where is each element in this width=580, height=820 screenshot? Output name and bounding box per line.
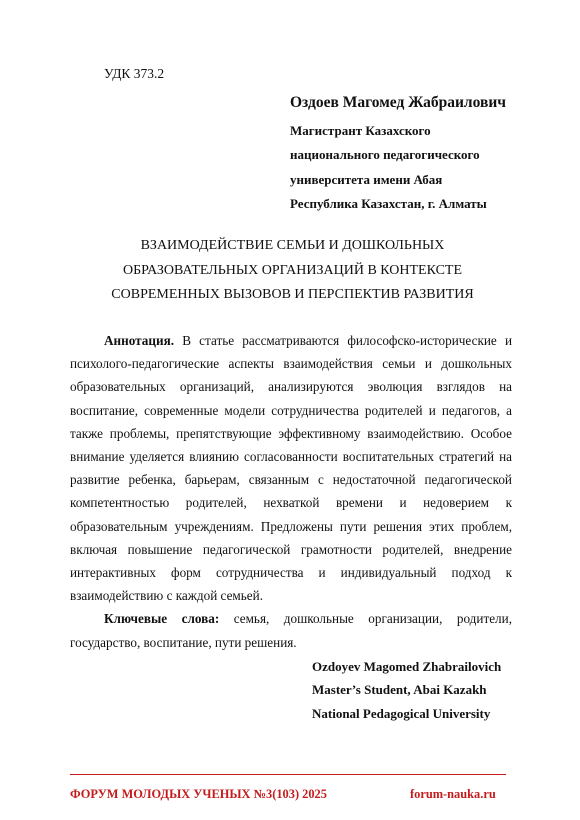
udk-code: УДК 373.2: [104, 66, 165, 81]
author-affiliation-ru: [290, 119, 487, 216]
footer-site-link[interactable]: forum-nauka.ru: [410, 787, 496, 801]
author-name-en: Ozdoyev Magomed Zhabrailovich: [312, 659, 502, 674]
author-name-ru: Оздоев Магомед Жабраилович: [290, 94, 507, 111]
footer-journal: ФОРУМ МОЛОДЫХ УЧЕНЫХ №3(103) 2025: [70, 787, 327, 801]
keywords-label: Ключевые слова:: [104, 611, 220, 627]
affiliation-line-en: Master’s Student, Abai Kazakh: [312, 682, 487, 698]
annotation-label: Аннотация.: [104, 333, 175, 348]
author-block-en: [312, 655, 501, 725]
affiliation-line: университета имени Абая: [290, 171, 443, 187]
affiliation-line: Республика Казахстан, г. Алматы: [290, 195, 487, 211]
annotation-text: В статье рассматриваются философско-исторические и психолого-педагогические аспекты взаимодействия семьи и дошкольных образовательных организаций, анализируются эволюция взглядов на воспитание, современные модели сотрудничества родителей и педагогов, а также проблемы, препятствующие эффективному взаимодействию. Особое внимание уделяется влиянию согласованности воспитательных стратегий на развитие ребенка, барьерам, связанным с недостаточной педагогической компетентностью родителей, нехваткой времени и недоверием к образовательным учреждениям. Предложены пути решения этих проблем, включая повышение педагогической грамотности родителей, внедрение интерактивных форм сотрудничества и индивидуальный подход к взаимодействию с каждой семьей.: [70, 333, 513, 604]
abstract-block: [70, 329, 512, 654]
article-title: [70, 234, 515, 308]
affiliation-line: Магистрант Казахского: [290, 123, 431, 138]
title-line: СОВРЕМЕННЫХ ВЫЗОВОВ И ПЕРСПЕКТИВ РАЗВИТИЯ: [111, 287, 474, 302]
affiliation-line: национального педагогического: [290, 147, 480, 163]
annotation-paragraph: [70, 329, 512, 607]
title-line: ОБРАЗОВАТЕЛЬНЫХ ОРГАНИЗАЦИЙ В КОНТЕКСТЕ: [122, 262, 463, 278]
title-line: ВЗАИМОДЕЙСТВИЕ СЕМЬИ И ДОШКОЛЬНЫХ: [140, 238, 445, 253]
affiliation-line-en: National Pedagogical University: [312, 705, 491, 721]
keywords-paragraph: [70, 607, 512, 653]
keywords-text: семья, дошкольные организации, родители, государство, воспитание, пути решения.: [70, 611, 512, 650]
footer-divider: [70, 774, 506, 775]
